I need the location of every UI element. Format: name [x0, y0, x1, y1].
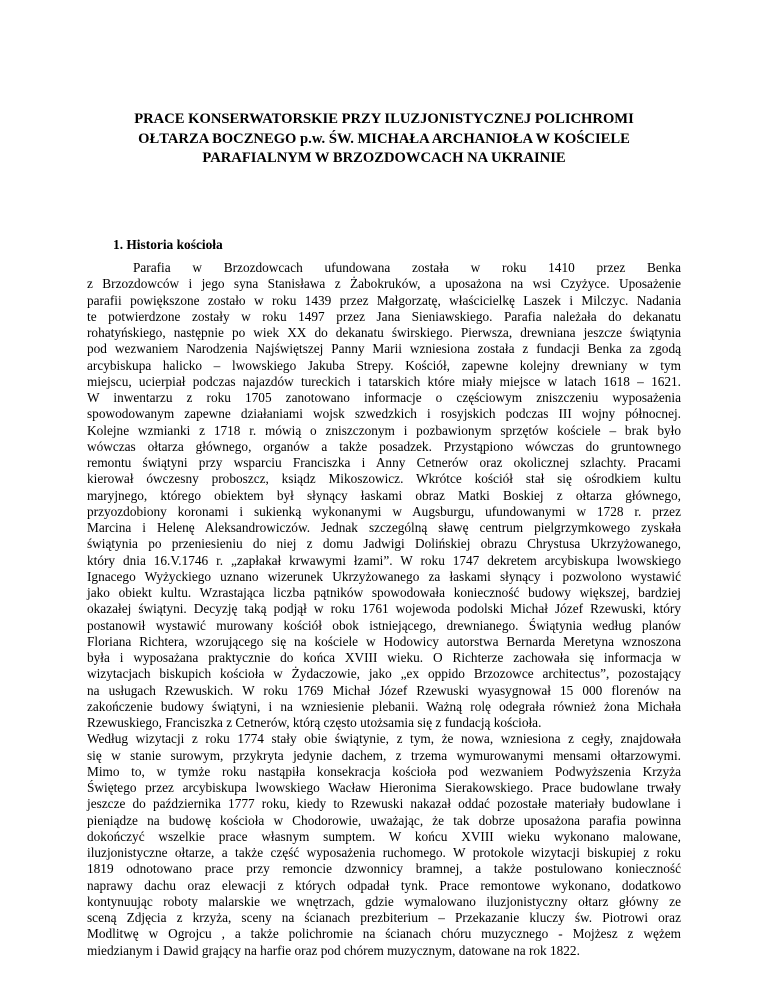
body-line: Świętego przez arcybiskupa lwowskiego Wacław Hieronima Sierakowskiego. Prace budowlane trwały	[87, 780, 681, 795]
body-line: naprawy dachu oraz elewacji z których odpadał tynk. Prace remontowe wykonano, dodatkowo	[87, 877, 681, 893]
body-line: pieniądze na budowę kościoła w Chodorowie, uważając, że tak dobrze uposażona parafia powinna	[87, 812, 681, 828]
body-line: 1819 odnotowano prace przy remoncie dzwonnicy bramnej, a także postulowano konieczność	[87, 861, 681, 877]
body-line: Kolejne wzmianki z 1718 r. mówią o zniszczonym i pozbawionym sprzętów kościele – brak było	[87, 422, 681, 438]
body-line: Floriana Richtera, wzorującego się na kościele w Hodowicy autorstwa Bernarda Meretyna wznoszona	[87, 633, 681, 649]
body-line: Modlitwę w Ogrojcu , a także polichromie na ścianach chóru muzycznego - Mojżesz z wężem	[87, 926, 681, 942]
body-line: okazałej świątyni. Decyzję taką podjął w roku 1761 wojewoda podolski Michał Józef Rzewuski, który	[87, 601, 681, 617]
document-title	[80, 110, 688, 169]
body-line: Marcina i Helenę Aleksandrowiczów. Jednak szczególną sławę centrum pielgrzymkowego zyskała	[87, 520, 681, 535]
body-line: W inwentarzu z roku 1705 zanotowano informacje o częściowym zniszczeniu wyposażenia	[87, 390, 681, 405]
body-line: maryjnego, którego obiektem był słynący łaskami obraz Matki Boskiej z ołtarza głównego,	[87, 487, 681, 503]
body-line: Mimo to, w tymże roku nastąpiła konsekracja kościoła pod wezwaniem Podwyższenia Krzyża	[87, 763, 681, 779]
body-line: te potwierdzone zostały w roku 1497 przez Jana Sieniawskiego. Parafia należała do dekanatu	[87, 308, 681, 324]
body-line: kierował ówczesny proboszcz, ksiądz Mikoszowicz. Wkrótce kościół stał się ośrodkiem kultu	[87, 471, 681, 487]
body-text	[87, 260, 681, 959]
body-line: iluzjonistyczne ołtarze, a także część wyposażenia ruchomego. W protokole wizytacji biskupiej z roku	[87, 845, 681, 860]
body-line: sceną Zdjęcia z krzyża, sceny na ścianach prezbiterium – Przekazanie kluczy św. Piotrowi oraz	[87, 910, 681, 925]
body-line: była i wyposażana praktycznie do końca XVIII wieku. O Richterze zachowała się informacja w	[87, 650, 681, 665]
body-line: pod wezwaniem Narodzenia Najświętszej Panny Marii wzniesiona została z fundacji Benka za zgodą	[87, 341, 681, 357]
body-line: Rzewuskiego, Franciszka z Cetnerów, którą często utożsamia się z fundacją kościoła.	[87, 715, 542, 730]
body-line: arcybiskupa halicko – lwowskiego Jakuba Strepy. Kościół, zapewne kolejny drewniany w tym	[87, 357, 681, 373]
body-line: rohatyńskiego, następnie po wiek XX do dekanatu świrskiego. Pierwsza, drewniana jeszcze świątynia	[87, 325, 681, 340]
body-line: kontynuując roboty malarskie we wnętrzach, gdzie wymalowano iluzjonistyczny ołtarz główny ze	[87, 893, 681, 909]
body-line: który dnia 16.V.1746 r. „zapłakał krwawymi łzami”. W roku 1747 dekretem arcybiskupa lwowskiego	[87, 552, 681, 568]
title-line: PARAFIALNYM W BRZOZDOWCACH NA UKRAINIE	[202, 150, 566, 166]
body-line: Ignacego Wyżyckiego uznano wizerunek Ukrzyżowanego za łaskami słynący i pozwolono wystawić	[87, 568, 681, 584]
body-line: wizytacjach biskupich kościoła w Żydaczowie, jako „ex oppido Brzozowce architectus”, pozostający	[87, 666, 681, 682]
body-line: miejscu, ucierpiał podczas najazdów tureckich i tatarskich które miały miejsce w latach 1618 – 1621.	[87, 373, 681, 389]
body-line: z Brzozdowców i jego syna Stanisława z Żabokruków, a uposażona na wsi Czyżyce. Uposażenie	[87, 276, 681, 292]
body-line: jako obiekt kultu. Wzrastająca liczba pątników spowodowała konieczność budowy większej, bardziej	[87, 585, 681, 600]
body-line: Parafia w Brzozdowcach ufundowana została w roku 1410 przez Benka	[133, 260, 681, 275]
body-line: miedzianym i Dawid grający na harfie oraz pod chórem muzycznym, datowane na rok 1822.	[87, 942, 580, 958]
body-line: jeszcze do października 1777 roku, kiedy to Rzewuski nakazał oddać pozostałe materiały budowlane i	[87, 796, 681, 812]
body-line: remontu świątyni przy wsparciu Franciszka i Anny Cetnerów oraz okolicznej szlachty. Pracami	[87, 455, 681, 470]
body-line: Według wizytacji z roku 1774 stały obie świątynie, z tym, że nowa, wzniesiona z cegły, znajdowała	[87, 731, 681, 747]
body-line: świątynia po przeniesieniu do niej z domu Jadwigi Dolińskiej obrazu Chrystusa Ukrzyżowanego,	[87, 536, 681, 552]
body-line: przyozdobiony koronami i sukienką wykonanymi w Augsburgu, ufundowanymi w 1728 r. przez	[87, 503, 681, 519]
body-line: spowodowanym zapewne działaniami wojsk szwedzkich i rosyjskich podczas III wojny północnej.	[87, 406, 681, 422]
body-line: zakończenie budowy świątyni, i na wzniesienie plebanii. Ważną rolę odegrała również żona Michała	[87, 698, 681, 714]
body-line: postanowił wystawić murowany kościół obok istniejącego, drewnianego. Świątynia według planów	[87, 617, 681, 633]
body-line: na usługach Rzewuskich. W roku 1769 Michał Józef Rzewuski wyasygnował 15 000 florenów na	[87, 682, 681, 698]
body-line: parafii powiększone zostało w roku 1439 przez Małgorzatę, właścicielkę Laszek i Milczyc. Nadania	[87, 292, 681, 308]
body-line: dokończyć wszelkie prace własnym sumptem. W końcu XVIII wieku wykonano malowane,	[87, 828, 681, 844]
title-line: OŁTARZA BOCZNEGO p.w. ŚW. MICHAŁA ARCHANIOŁA W KOŚCIELE	[138, 130, 630, 147]
section-heading: 1. Historia kościoła	[113, 237, 223, 252]
body-line: się w stanie surowym, przykryta jedynie dachem, z trzema wymurowanymi mensami ołtarzowymi.	[87, 747, 681, 763]
title-line: PRACE KONSERWATORSKIE PRZY ILUZJONISTYCZNEJ POLICHROMI	[134, 111, 634, 127]
body-line: wówczas ołtarza głównego, organów a także posadzek. Przystąpiono wówczas do gruntownego	[87, 438, 681, 454]
